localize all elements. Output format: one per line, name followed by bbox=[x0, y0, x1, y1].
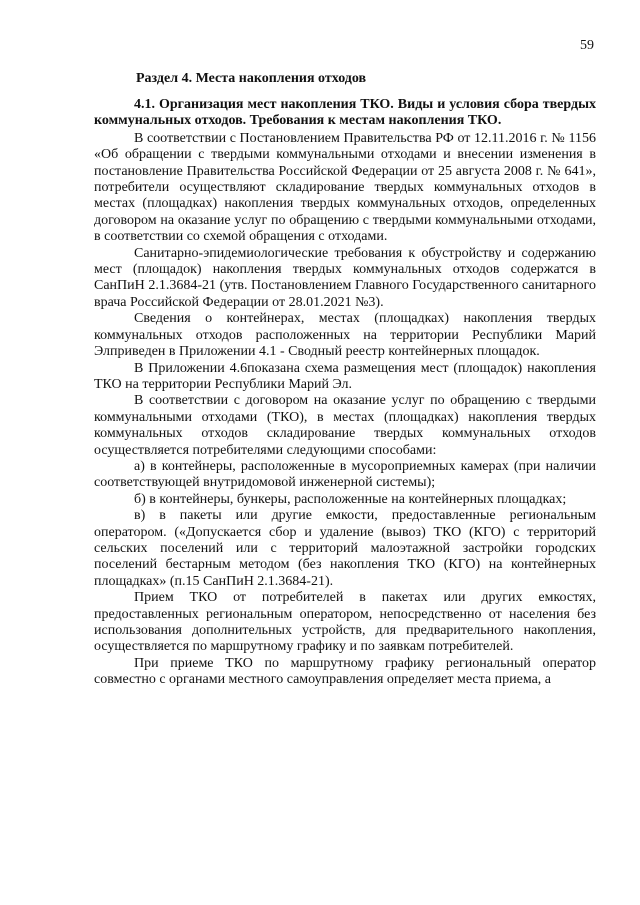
paragraph: Прием ТКО от потребителей в пакетах или других емкостях, предоставленных региональным оператором, непосредственно от населения без использования дополнительных устройств, для предварительного накопления, осуществляется по маршрутному графику и по заявкам потребителей. bbox=[94, 590, 596, 655]
paragraph: В Приложении 4.6показана схема размещения мест (площадок) накопления ТКО на территории Республики Марий Эл. bbox=[94, 360, 596, 392]
document-body bbox=[94, 97, 596, 689]
list-item: а) в контейнеры, расположенные в мусороприемных камерах (при наличии соответствующей внутридомовой инженерной системы); bbox=[94, 458, 596, 491]
section-title: Раздел 4. Места накопления отходов bbox=[136, 71, 367, 86]
list-item: б) в контейнеры, бункеры, расположенные на контейнерных площадках; bbox=[134, 491, 567, 507]
paragraph: В соответствии с Постановлением Правительства РФ от 12.11.2016 г. № 1156 «Об обращении с твердыми коммунальными отходами и внесении изменения в постановление Правительства Российской Федерации от 25 августа 2008 г. № 641», потребители осуществляют складирование твердых коммунальных отходов в местах (площадках) накопления твердых коммунальных отходов, определенных договором на оказание услуг по обращению с твердыми коммунальными отходами, в соответствии со схемой обращения с отходами. bbox=[94, 130, 596, 245]
paragraph: Сведения о контейнерах, местах (площадках) накопления твердых коммунальных отходов расположенных на территории Республики Марий Элприведен в Приложении 4.1 - Сводный реестр контейнерных площадок. bbox=[94, 311, 596, 360]
page-number: 59 bbox=[580, 38, 594, 53]
paragraph: В соответствии с договором на оказание услуг по обращению с твердыми коммунальными отходами (ТКО), в местах (площадках) накопления твердых коммунальных отходов складирование твердых коммунальных отходов осуществляется потребителями следующими способами: bbox=[94, 393, 596, 458]
paragraph: Санитарно-эпидемиологические требования к обустройству и содержанию мест (площадок) накопления твердых коммунальных отходов содержатся в СанПиН 2.1.3684-21 (утв. Постановлением Главного Государственного санитарного врача Российской Федерации от 28.01.2021 №3). bbox=[94, 245, 596, 310]
subsection-heading: 4.1. Организация мест накопления ТКО. Виды и условия сбора твердых коммунальных отходов. Требования к местам накопления ТКО. bbox=[94, 97, 596, 129]
paragraph: При приеме ТКО по маршрутному графику региональный оператор совместно с органами местного самоуправления определяет места приема, а bbox=[94, 655, 596, 688]
list-item: в) в пакеты или другие емкости, предоставленные региональным оператором. («Допускается сбор и удаление (вывоз) ТКО (КГО) с территорий сельских поселений или с территорий малоэтажной застройки городских поселений бестарным методом (без накопления ТКО (КГО) на контейнерных площадках» (п.15 СанПиН 2.1.3684-21). bbox=[94, 508, 596, 589]
